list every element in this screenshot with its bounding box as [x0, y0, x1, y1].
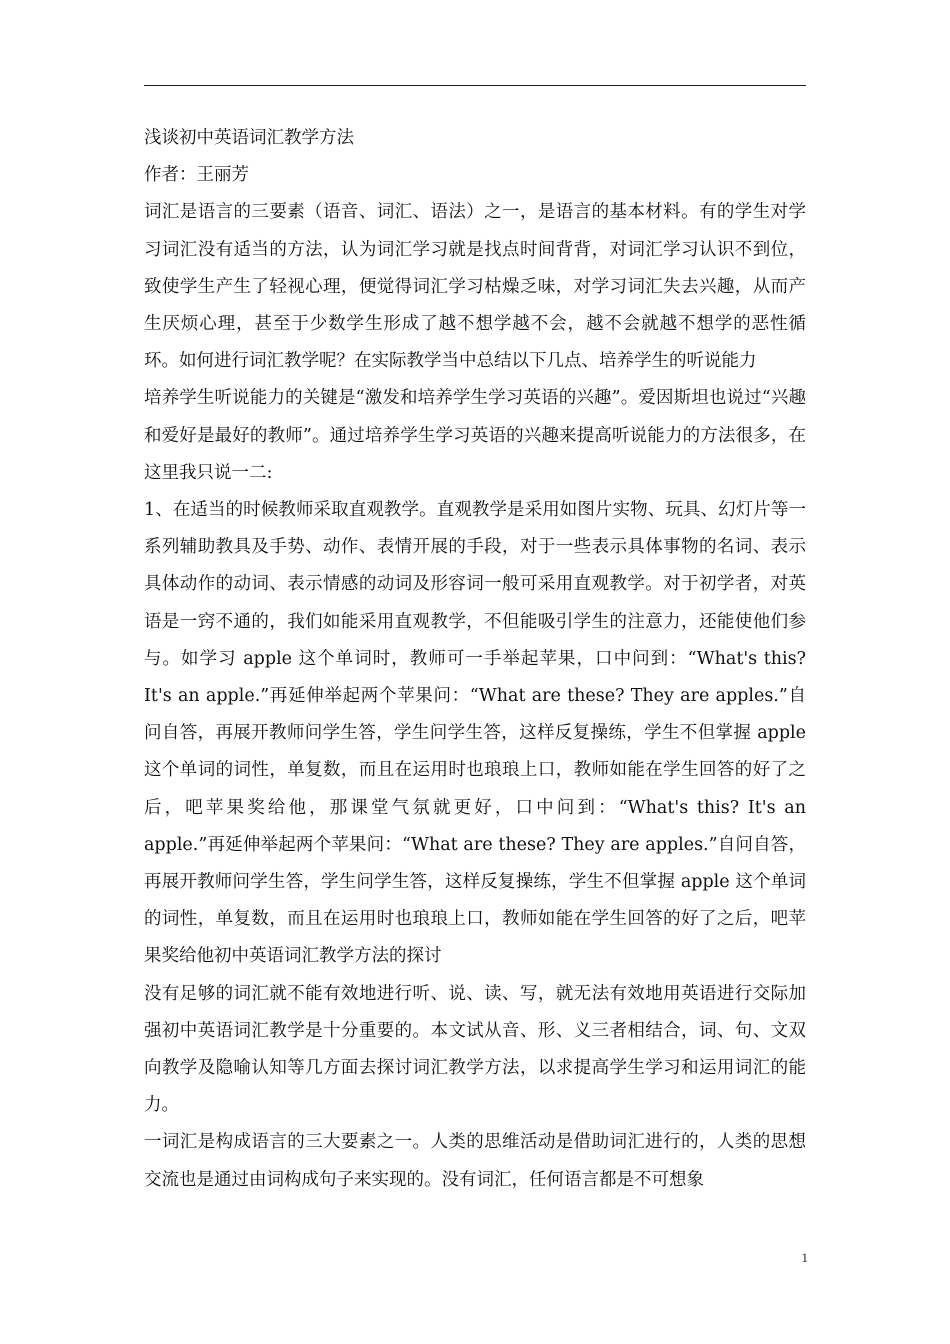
paragraph: 词汇是语言的三要素（语音、词汇、语法）之一，是语言的基本材料。有的学生对学习词汇没有适当的方法，认为词汇学习就是找点时间背背，对词汇学习认识不到位，致使学生产生了轻视心理，便觉得词汇学习枯燥乏味，对学习词汇失去兴趣，从而产生厌烦心理，甚至于少数学生形成了越不想学越不会，越不会就越不想学的恶性循环。如何进行词汇教学呢？在实际教学当中总结以下几点、培养学生的听说能力	[144, 202, 806, 372]
paragraph: 没有足够的词汇就不能有效地进行听、说、读、写，就无法有效地用英语进行交际加强初中英语词汇教学是十分重要的。本文试从音、形、义三者相结合，词、句、文双向教学及隐喻认知等几方面去探讨词汇教学方法，以求提高学生学习和运用词汇的能力。	[144, 983, 806, 1116]
header-rule	[144, 85, 806, 86]
author-line: 作者：王丽芳	[144, 165, 249, 186]
paragraph: 一词汇是构成语言的三大要素之一。人类的思维活动是借助词汇进行的，人类的思想交流也是通过由词构成句子来实现的。没有词汇，任何语言都是不可想象	[144, 1132, 806, 1190]
document-title: 浅谈初中英语词汇教学方法	[144, 128, 354, 148]
paragraph: 培养学生听说能力的关键是“激发和培养学生学习英语的兴趣”。爱因斯坦也说过“兴趣和爱好是最好的教师”。通过培养学生学习英语的兴趣来提高听说能力的方法很多，在这里我只说一二:	[144, 388, 806, 483]
document-body	[144, 120, 806, 1199]
page-number: 1	[801, 1250, 808, 1265]
paragraph: 1、在适当的时候教师采取直观教学。直观教学是采用如图片实物、玩具、幻灯片等一系列辅助教具及手势、动作、表情开展的手段，对于一些表示具体事物的名词、表示具体动作的动词、表示情感的动词及形容词一般可采用直观教学。对于初学者，对英语是一窍不通的，我们如能采用直观教学，不但能吸引学生的注意力，还能使他们参与。如学习 apple 这个单词时，教师可一手举起苹果，口中问到：“What's this? It's an apple.”再延伸举起两个苹果问：“What are these? They are apples.”自问自答，再展开教师问学生答，学生问学生答，这样反复操练，学生不但掌握 apple 这个单词的词性，单复数，而且在运用时也琅琅上口，教师如能在学生回答的好了之后，吧苹果奖给他，那课堂气氛就更好，口中问到：“What's this? It's an apple.”再延伸举起两个苹果问：“What are these? They are apples.”自问自答，再展开教师问学生答，学生问学生答，这样反复操练，学生不但掌握 apple 这个单词的词性，单复数，而且在运用时也琅琅上口，教师如能在学生回答的好了之后，吧苹果奖给他初中英语词汇教学方法的探讨	[144, 500, 806, 967]
